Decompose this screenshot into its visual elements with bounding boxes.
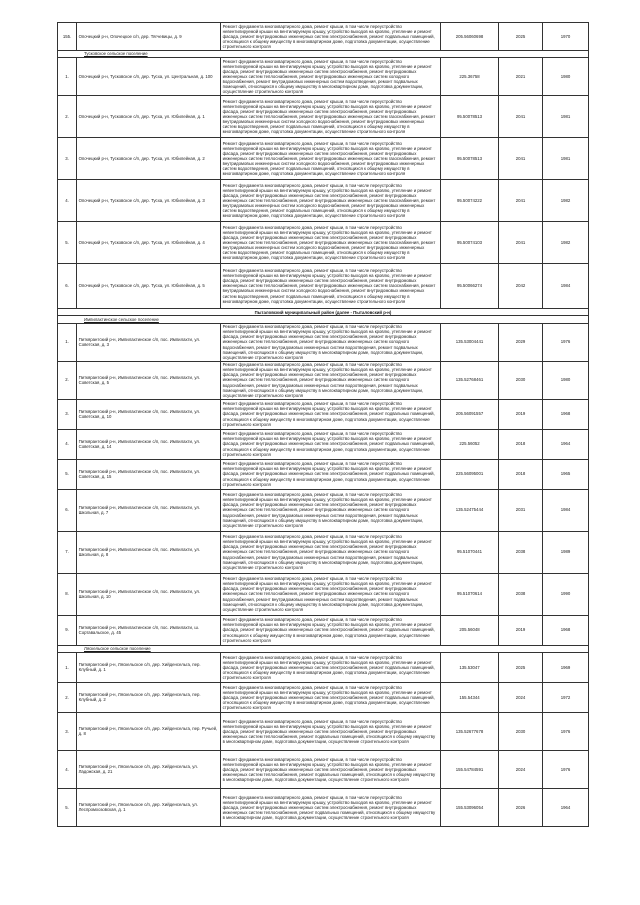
works-cell: Ремонт фундамента многоквартирного дома, ремонт крыши, в том числе переустройство невентилируемой крыши на вентилируемую крышу, устройство выходов на кровлю, утепление и ремонт фасада, ремонт внутридомовых инженерных систем электроснабжения, ремонт внутридомовых инженерных систем теплоснабжения, ремонт внутридомовых инженерных систем газоснабжения, ремонт внутридомовых инженерных систем холодного водоснабжения, ремонт внутридомовых инженерных систем водоотведения, ремонт подвальных помещений, относящихся к общему имуществу в многоквартирном доме, подготовка документации, осуществление строительного контроля — [221, 179, 441, 221]
address-cell: Питкярантский р-н, Импилахтинское с/п, пос. Импилахти, ул. Школьная, д. 10 — [77, 573, 221, 615]
address-cell: Питкярантский р-н, Ляскельское с/п, дер. Хийденсельга, пер. Ручьей, д. 8 — [77, 712, 221, 750]
build-year-cell: 1969 — [543, 652, 589, 682]
cost-cell: 205.56048 — [441, 615, 499, 645]
table-row — [58, 137, 589, 179]
works-cell: Ремонт фундамента многоквартирного дома, ремонт крыши, в том числе переустройство невентилируемой крыши на вентилируемую крышу, устройство выходов на кровлю, утепление и ремонт фасада, ремонт внутридомовых инженерных систем электроснабжения, ремонт внутридомовых инженерных систем теплоснабжения, ремонт внутридомовых инженерных систем холодного водоснабжения, ремонт внутридомовых инженерных систем водоотведения, ремонт подвальных помещений, относящихся к общему имуществу в многоквартирном доме, подготовка документации, осуществление строительного контроля — [221, 57, 441, 95]
planned-year-cell: 2029 — [499, 323, 543, 361]
build-year-cell: 1968 — [543, 399, 589, 429]
table-row — [58, 788, 589, 826]
works-cell: Ремонт фундамента многоквартирного дома, ремонт крыши, в том числе переустройство невентилируемой крыши на вентилируемую крышу, устройство выходов на кровлю, утепление и ремонт фасада, ремонт внутридомовых инженерных систем электроснабжения, ремонт внутридомовых инженерных систем теплоснабжения, ремонт подвальных помещений, относящихся к общему имуществу в многоквартирном доме, подготовка документации, осуществление строительного контроля — [221, 788, 441, 826]
row-number: 5. — [58, 788, 77, 826]
address-cell: Опочецкий р-н, Тусковское с/п, дер. Тусха, ул. Юбилейная, д. 1 — [77, 95, 221, 137]
works-cell: Ремонт фундамента многоквартирного дома, ремонт крыши, в том числе переустройство невентилируемой крыши на вентилируемую крышу, устройство выходов на кровлю, утепление и ремонт фасада, ремонт внутридомовых инженерных систем электроснабжения, ремонт внутридомовых инженерных систем теплоснабжения, ремонт внутридомовых инженерных систем холодного водоснабжения, ремонт внутридомовых инженерных систем водоотведения, ремонт подвальных помещений, относящихся к общему имуществу в многоквартирном доме, подготовка документации, осуществление строительного контроля — [221, 573, 441, 615]
works-cell: Ремонт фундамента многоквартирного дома, ремонт крыши, в том числе переустройство невентилируемой крыши на вентилируемую крышу, устройство выходов на кровлю, утепление и ремонт фасада, ремонт внутридомовых инженерных систем электроснабжения, ремонт подвальных помещений, относящихся к общему имуществу в многоквартирном доме, подготовка документации, осуществление строительного контроля — [221, 459, 441, 489]
build-year-cell: 1982 — [543, 221, 589, 263]
repair-program-table — [57, 22, 589, 827]
cost-cell: 95.50074222 — [441, 179, 499, 221]
cost-cell: 225.36758 — [441, 57, 499, 95]
planned-year-cell: 2025 — [499, 23, 543, 51]
row-number: 4. — [58, 179, 77, 221]
row-number: 2. — [58, 361, 77, 399]
row-number: 3. — [58, 712, 77, 750]
address-cell: Питкярантский р-н, Импилахтинское с/п, пос. Импилахти, ш. Сортавальское, д. 45 — [77, 615, 221, 645]
works-cell: Ремонт фундамента многоквартирного дома, ремонт крыши, в том числе переустройство невентилируемой крыши на вентилируемую крышу, устройство выходов на кровлю, утепление и ремонт фасада, ремонт внутридомовых инженерных систем электроснабжения, ремонт подвальных помещений, относящихся к общему имуществу в многоквартирном доме, подготовка документации, осуществление строительного контроля — [221, 615, 441, 645]
row-number: 3. — [58, 399, 77, 429]
address-cell: Питкярантский р-н, Импилахтинское с/п, пос. Импилахти, ул. Школьная, д. 8 — [77, 531, 221, 573]
planned-year-cell: 2026 — [499, 788, 543, 826]
build-year-cell: 1964 — [543, 429, 589, 459]
table-row — [58, 179, 589, 221]
build-year-cell: 1976 — [543, 750, 589, 788]
table-row — [58, 573, 589, 615]
row-number: 7. — [58, 531, 77, 573]
build-year-cell: 1972 — [543, 682, 589, 712]
table-row — [58, 459, 589, 489]
planned-year-cell: 2025 — [499, 652, 543, 682]
cost-cell: 225.56052 — [441, 429, 499, 459]
table-row — [58, 429, 589, 459]
build-year-cell: 1964 — [543, 788, 589, 826]
table-row — [58, 531, 589, 573]
works-cell: Ремонт фундамента многоквартирного дома, ремонт крыши, в том числе переустройство невентилируемой крыши на вентилируемую крышу, устройство выходов на кровлю, утепление и ремонт фасада, ремонт внутридомовых инженерных систем электроснабжения, ремонт подвальных помещений, относящихся к общему имуществу в многоквартирном доме, подготовка документации, осуществление строительного контроля — [221, 652, 441, 682]
table-row — [58, 23, 589, 51]
cost-cell: 135.52475444 — [441, 489, 499, 531]
works-cell: Ремонт фундамента многоквартирного дома, ремонт крыши, в том числе переустройство невентилируемой крыши на вентилируемую крышу, устройство выходов на кровлю, утепление и ремонт фасада, ремонт внутридомовых инженерных систем электроснабжения, ремонт внутридомовых инженерных систем теплоснабжения, ремонт внутридомовых инженерных систем газоснабжения, ремонт внутридомовых инженерных систем холодного водоснабжения, ремонт внутридомовых инженерных систем водоотведения, ремонт подвальных помещений, относящихся к общему имуществу в многоквартирном доме, подготовка документации, осуществление строительного контроля — [221, 95, 441, 137]
works-cell: Ремонт фундамента многоквартирного дома, ремонт крыши, в том числе переустройство невентилируемой крыши на вентилируемую крышу, устройство выходов на кровлю, утепление и ремонт фасада, ремонт внутридомовых инженерных систем электроснабжения, ремонт внутридомовых инженерных систем теплоснабжения, ремонт внутридомовых инженерных систем газоснабжения, ремонт внутридомовых инженерных систем холодного водоснабжения, ремонт внутридомовых инженерных систем водоотведения, ремонт подвальных помещений, относящихся к общему имуществу в многоквартирном доме, подготовка документации, осуществление строительного контроля — [221, 221, 441, 263]
works-cell: Ремонт фундамента многоквартирного дома, ремонт крыши, в том числе переустройство невентилируемой крыши на вентилируемую крышу, устройство выходов на кровлю, утепление и ремонт фасада, ремонт внутридомовых инженерных систем электроснабжения, ремонт внутридомовых инженерных систем теплоснабжения, ремонт внутридомовых инженерных систем холодного водоснабжения, ремонт внутридомовых инженерных систем водоотведения, ремонт подвальных помещений, относящихся к общему имуществу в многоквартирном доме, подготовка документации, осуществление строительного контроля — [221, 489, 441, 531]
cost-cell: 155.53096054 — [441, 788, 499, 826]
address-cell: Питкярантский р-н, Импилахтинское с/п, пос. Импилахти, ул. Советская, д. 14 — [77, 429, 221, 459]
row-number: 9. — [58, 615, 77, 645]
table-row — [58, 323, 589, 361]
planned-year-cell: 2021 — [499, 57, 543, 95]
table-row — [58, 682, 589, 712]
row-number: 8. — [58, 573, 77, 615]
table-row — [58, 750, 589, 788]
cost-cell: 135.52677678 — [441, 712, 499, 750]
table-row — [58, 95, 589, 137]
row-number: 4. — [58, 750, 77, 788]
row-number: 6. — [58, 489, 77, 531]
address-cell: Опочецкий р-н, Тусковское с/п, дер. Тусха, ул. Юбилейная, д. 4 — [77, 221, 221, 263]
planned-year-cell: 2030 — [499, 361, 543, 399]
cost-cell: 135.53047 — [441, 652, 499, 682]
cost-cell: 95.50074103 — [441, 221, 499, 263]
build-year-cell: 1990 — [543, 573, 589, 615]
works-cell: Ремонт фундамента многоквартирного дома, ремонт крыши, в том числе переустройство невентилируемой крыши на вентилируемую крышу, устройство выходов на кровлю, утепление и ремонт фасада, ремонт внутридомовых инженерных систем электроснабжения, ремонт внутридомовых инженерных систем теплоснабжения, ремонт внутридомовых инженерных систем холодного водоснабжения, ремонт внутридомовых инженерных систем водоотведения, ремонт подвальных помещений, относящихся к общему имуществу в многоквартирном доме, подготовка документации, осуществление строительного контроля — [221, 323, 441, 361]
settlement-header-row — [58, 50, 589, 57]
planned-year-cell: 2038 — [499, 573, 543, 615]
address-cell: Опочецкий р-н, Тусковское с/п, дер. Тусха, ул. Юбилейная, д. 3 — [77, 179, 221, 221]
build-year-cell: 1968 — [543, 615, 589, 645]
cost-cell: 95.50078513 — [441, 137, 499, 179]
address-cell: Питкярантский р-н, Ляскельское с/п, дер. Хийденсельга, пер. Клубный, д. 1 — [77, 652, 221, 682]
build-year-cell: 1984 — [543, 489, 589, 531]
cost-cell: 135.53004441 — [441, 323, 499, 361]
works-cell: Ремонт фундамента многоквартирного дома, ремонт крыши, в том числе переустройство невентилируемой крыши на вентилируемую крышу, устройство выходов на кровлю, утепление и ремонт фасада, ремонт внутридомовых инженерных систем электроснабжения, ремонт внутридомовых инженерных систем теплоснабжения, ремонт подвальных помещений, относящихся к общему имуществу в многоквартирном доме, подготовка документации, осуществление строительного контроля — [221, 712, 441, 750]
row-number: 1. — [58, 323, 77, 361]
planned-year-cell: 2041 — [499, 179, 543, 221]
cost-cell: 225.56095001 — [441, 459, 499, 489]
table-row — [58, 399, 589, 429]
row-number: 4. — [58, 429, 77, 459]
address-cell: Опочецкий р-н, Опочецкое с/п, дер. Тягчевицы, д. 9 — [77, 23, 221, 51]
address-cell: Опочецкий р-н, Тусковское с/п, дер. Тусха, ул. Юбилейная, д. 2 — [77, 137, 221, 179]
build-year-cell: 1976 — [543, 323, 589, 361]
works-cell: Ремонт фундамента многоквартирного дома, ремонт крыши, в том числе переустройство невентилируемой крыши на вентилируемую крышу, устройство выходов на кровлю, утепление и ремонт фасада, ремонт внутридомовых инженерных систем электроснабжения, ремонт подвальных помещений, относящихся к общему имуществу в многоквартирном доме, подготовка документации, осуществление строительного контроля — [221, 682, 441, 712]
table-row — [58, 221, 589, 263]
address-cell: Питкярантский р-н, Импилахтинское с/п, пос. Импилахти, ул. Советская, д. 3 — [77, 323, 221, 361]
planned-year-cell: 2041 — [499, 137, 543, 179]
address-cell: Опочецкий р-н, Тусковское с/п, дер. Тусха, ул. Центральная, д. 100 — [77, 57, 221, 95]
build-year-cell: 1981 — [543, 95, 589, 137]
build-year-cell: 1980 — [543, 57, 589, 95]
district-header-row — [58, 308, 589, 315]
works-cell: Ремонт фундамента многоквартирного дома, ремонт крыши, в том числе переустройство невентилируемой крыши на вентилируемую крышу, устройство выходов на кровлю, утепление и ремонт фасада, ремонт внутридомовых инженерных систем электроснабжения, ремонт внутридомовых инженерных систем теплоснабжения, ремонт внутридомовых инженерных систем холодного водоснабжения, ремонт внутридомовых инженерных систем водоотведения, ремонт подвальных помещений, относящихся к общему имуществу в многоквартирном доме, подготовка документации, осуществление строительного контроля — [221, 361, 441, 399]
row-number: 1. — [58, 652, 77, 682]
planned-year-cell: 2018 — [499, 429, 543, 459]
build-year-cell: 1976 — [543, 712, 589, 750]
address-cell: Опочецкий р-н, Тусковское с/п, дер. Тусха, ул. Юбилейная, д. 5 — [77, 263, 221, 308]
cost-cell: 95.51070441 — [441, 531, 499, 573]
planned-year-cell: 2019 — [499, 399, 543, 429]
address-cell: Питкярантский р-н, Ляскельское с/п, дер. Хийденсельга, ул. Леспромхозовская, д. 1 — [77, 788, 221, 826]
row-number: 6. — [58, 263, 77, 308]
table-row — [58, 712, 589, 750]
address-cell: Питкярантский р-н, Импилахтинское с/п, пос. Импилахти, ул. Советская, д. 5 — [77, 361, 221, 399]
table-row — [58, 263, 589, 308]
row-number: 3. — [58, 137, 77, 179]
build-year-cell: 1981 — [543, 137, 589, 179]
cost-cell: 95.51070614 — [441, 573, 499, 615]
works-cell: Ремонт фундамента многоквартирного дома, ремонт крыши, в том числе переустройство невентилируемой крыши на вентилируемую крышу, устройство выходов на кровлю, утепление и ремонт фасада, ремонт внутридомовых инженерных систем электроснабжения, ремонт внутридомовых инженерных систем теплоснабжения, ремонт внутридомовых инженерных систем газоснабжения, ремонт внутридомовых инженерных систем холодного водоснабжения, ремонт внутридомовых инженерных систем водоотведения, ремонт подвальных помещений, относящихся к общему имуществу в многоквартирном доме, подготовка документации, осуществление строительного контроля — [221, 263, 441, 308]
table-row — [58, 615, 589, 645]
district-title: Пыталовский муниципальный район (далее - Пыталовский р-н) — [58, 308, 589, 315]
works-cell: Ремонт фундамента многоквартирного дома, ремонт крыши, в том числе переустройство невентилируемой крыши на вентилируемую крышу, устройство выходов на кровлю, утепление и ремонт фасада, ремонт внутридомовых инженерных систем электроснабжения, ремонт подвальных помещений, относящихся к общему имуществу в многоквартирном доме, подготовка документации, осуществление строительного контроля — [221, 399, 441, 429]
table-row — [58, 57, 589, 95]
cost-cell: 95.50066274 — [441, 263, 499, 308]
planned-year-cell: 2019 — [499, 615, 543, 645]
planned-year-cell: 2041 — [499, 221, 543, 263]
row-number: 1. — [58, 57, 77, 95]
cost-cell: 135.52768461 — [441, 361, 499, 399]
planned-year-cell: 2042 — [499, 263, 543, 308]
planned-year-cell: 2031 — [499, 489, 543, 531]
cost-cell: 205.56091557 — [441, 399, 499, 429]
build-year-cell: 1982 — [543, 179, 589, 221]
build-year-cell: 1980 — [543, 361, 589, 399]
row-number: 5. — [58, 221, 77, 263]
works-cell: Ремонт фундамента многоквартирного дома, ремонт крыши, в том числе переустройство невентилируемой крыши на вентилируемую крышу, устройство выходов на кровлю, утепление и ремонт фасада, ремонт внутридомовых инженерных систем электроснабжения, ремонт подвальных помещений, относящихся к общему имуществу в многоквартирном доме, подготовка документации, осуществление строительного контроля — [221, 429, 441, 459]
settlement-header-row — [58, 645, 589, 652]
cost-cell: 155.54784591 — [441, 750, 499, 788]
works-cell: Ремонт фундамента многоквартирного дома, ремонт крыши, в том числе переустройство невентилируемой крыши на вентилируемую крышу, устройство выходов на кровлю, утепление и ремонт фасада, ремонт внутридомовых инженерных систем электроснабжения, ремонт внутридомовых инженерных систем теплоснабжения, ремонт внутридомовых инженерных систем холодного водоснабжения, ремонт внутридомовых инженерных систем водоотведения, ремонт подвальных помещений, относящихся к общему имуществу в многоквартирном доме, подготовка документации, осуществление строительного контроля — [221, 531, 441, 573]
cost-cell: 155.54344 — [441, 682, 499, 712]
build-year-cell: 1984 — [543, 263, 589, 308]
cost-cell: 205.56060698 — [441, 23, 499, 51]
settlement-title: Тусковское сельское поселение — [58, 50, 589, 57]
table-body — [58, 23, 589, 827]
row-number: 2. — [58, 682, 77, 712]
works-cell: Ремонт фундамента многоквартирного дома, ремонт крыши, в том числе переустройство невентилируемой крыши на вентилируемую крышу, устройство выходов на кровлю, утепление и ремонт фасада, ремонт внутридомовых инженерных систем электроснабжения, ремонт внутридомовых инженерных систем теплоснабжения, ремонт внутридомовых инженерных систем газоснабжения, ремонт внутридомовых инженерных систем холодного водоснабжения, ремонт внутридомовых инженерных систем водоотведения, ремонт подвальных помещений, относящихся к общему имуществу в многоквартирном доме, подготовка документации, осуществление строительного контроля — [221, 137, 441, 179]
cost-cell: 95.50078513 — [441, 95, 499, 137]
address-cell: Питкярантский р-н, Импилахтинское с/п, пос. Импилахти, ул. Советская, д. 10 — [77, 399, 221, 429]
table-row — [58, 361, 589, 399]
table-row — [58, 489, 589, 531]
planned-year-cell: 2018 — [499, 459, 543, 489]
planned-year-cell: 2041 — [499, 95, 543, 137]
planned-year-cell: 2030 — [499, 712, 543, 750]
build-year-cell: 1965 — [543, 459, 589, 489]
address-cell: Питкярантский р-н, Импилахтинское с/п, пос. Импилахти, ул. Советская, д. 15 — [77, 459, 221, 489]
settlement-header-row — [58, 316, 589, 323]
works-cell: Ремонт фундамента многоквартирного дома, ремонт крыши, в том числе переустройство невентилируемой крыши на вентилируемую крышу, устройство выходов на кровлю, утепление и ремонт фасада, ремонт внутридомовых инженерных систем электроснабжения, ремонт подвальных помещений, относящихся к общему имуществу в многоквартирном доме, подготовка документации, осуществление строительного контроля — [221, 23, 441, 51]
planned-year-cell: 2024 — [499, 750, 543, 788]
planned-year-cell: 2038 — [499, 531, 543, 573]
settlement-title: Ляскельское сельское поселение — [58, 645, 589, 652]
address-cell: Питкярантский р-н, Импилахтинское с/п, пос. Импилахти, ул. Школьная, д. 7 — [77, 489, 221, 531]
table-row — [58, 652, 589, 682]
settlement-title: Импилахтинское сельское поселение — [58, 316, 589, 323]
row-number: 5. — [58, 459, 77, 489]
row-number: 2. — [58, 95, 77, 137]
row-number: 155. — [58, 23, 77, 51]
build-year-cell: 1970 — [543, 23, 589, 51]
address-cell: Питкярантский р-н, Ляскельское с/п, дер. Хийденсельга, ул. Ладожская, д. 21 — [77, 750, 221, 788]
planned-year-cell: 2024 — [499, 682, 543, 712]
address-cell: Питкярантский р-н, Ляскельское с/п, дер. Хийденсельга, пер. Клубный, д. 2 — [77, 682, 221, 712]
build-year-cell: 1989 — [543, 531, 589, 573]
works-cell: Ремонт фундамента многоквартирного дома, ремонт крыши, в том числе переустройство невентилируемой крыши на вентилируемую крышу, устройство выходов на кровлю, утепление и ремонт фасада, ремонт внутридомовых инженерных систем электроснабжения, ремонт внутридомовых инженерных систем теплоснабжения, ремонт подвальных помещений, относящихся к общему имуществу в многоквартирном доме, подготовка документации, осуществление строительного контроля — [221, 750, 441, 788]
